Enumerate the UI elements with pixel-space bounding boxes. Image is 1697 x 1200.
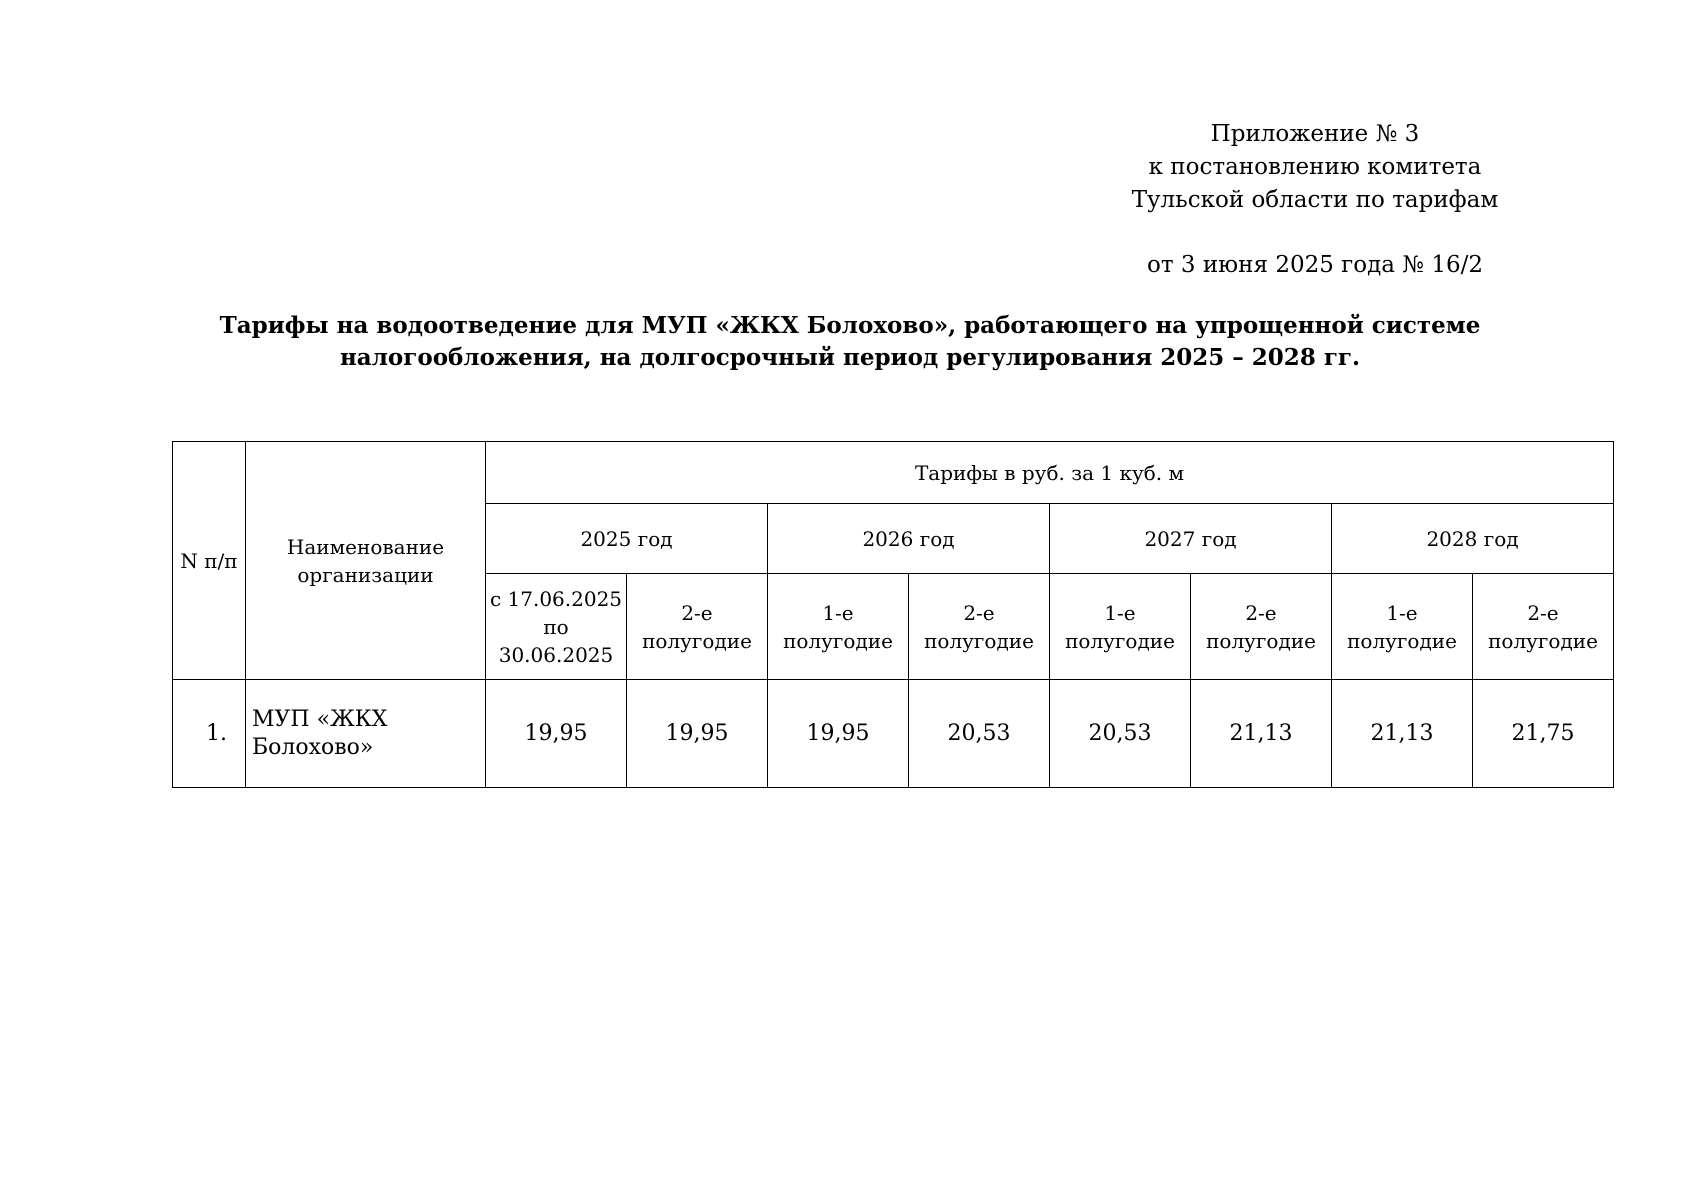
header-organization-line: организации [297,562,434,587]
header-row-1 [173,442,1614,504]
tariff-value: 21,13 [1332,680,1473,788]
period-line: 2-е [681,600,713,625]
tariff-value: 19,95 [768,680,909,788]
appendix-gap [1105,217,1525,249]
tariff-value: 19,95 [627,680,768,788]
period-line: 1-е [822,600,854,625]
tariffs-table [172,441,1614,788]
period-line: полугодие [924,628,1034,653]
appendix-line: Приложение № 3 [1210,121,1420,147]
period-line: 30.06.2025 [498,642,614,667]
period-line: полугодие [1206,628,1316,653]
header-year-2028: 2028 год [1332,504,1614,574]
title-line: Тарифы на водоотведение для МУП «ЖКХ Болохово», работающего на упрощенной системе [219,312,1481,339]
tariff-value: 21,13 [1191,680,1332,788]
appendix-header [1105,118,1525,282]
header-tariffs [486,442,1614,504]
appendix-date-line: от 3 июня 2025 года № 16/2 [1147,252,1483,278]
organization-line: Болохово» [252,734,374,760]
header-year-2027: 2027 год [1050,504,1332,574]
period-line: 1-е [1386,600,1418,625]
header-year-2025: 2025 год [486,504,768,574]
document-title [160,310,1540,374]
appendix-line: Тульской области по тарифам [1131,187,1499,213]
period-line: по [543,614,569,639]
period-line: полугодие [1065,628,1175,653]
header-period-cell [1473,574,1614,680]
period-line: полугодие [642,628,752,653]
period-line: 1-е [1104,600,1136,625]
organization-line: МУП «ЖКХ [252,706,388,732]
tariff-value: 20,53 [909,680,1050,788]
period-line: полугодие [1347,628,1457,653]
appendix-line: к постановлению комитета [1148,154,1482,180]
row-number: 1. [173,680,246,788]
period-line: 2-е [1245,600,1277,625]
header-number-label: N п/п [180,548,238,573]
header-tariffs-label: Тарифы в руб. за 1 куб. м [914,460,1185,485]
period-line: полугодие [1488,628,1598,653]
header-organization-line: Наименование [286,534,445,559]
period-line: полугодие [783,628,893,653]
table-row [173,680,1614,788]
header-period-cell [627,574,768,680]
title-line: налогообложения, на долгосрочный период регулирования 2025 – 2028 гг. [339,344,1361,371]
period-line: 2-е [1527,600,1559,625]
header-period-cell [768,574,909,680]
header-period-cell [486,574,627,680]
header-organization [246,442,486,680]
header-period-cell [1191,574,1332,680]
period-line: 2-е [963,600,995,625]
header-year-2026: 2026 год [768,504,1050,574]
tariff-value: 19,95 [486,680,627,788]
header-number [173,442,246,680]
header-period-cell [1050,574,1191,680]
tariff-value: 20,53 [1050,680,1191,788]
period-line: с 17.06.2025 [489,586,623,611]
header-period-cell [1332,574,1473,680]
row-organization [246,680,486,788]
tariff-value: 21,75 [1473,680,1614,788]
header-period-cell [909,574,1050,680]
